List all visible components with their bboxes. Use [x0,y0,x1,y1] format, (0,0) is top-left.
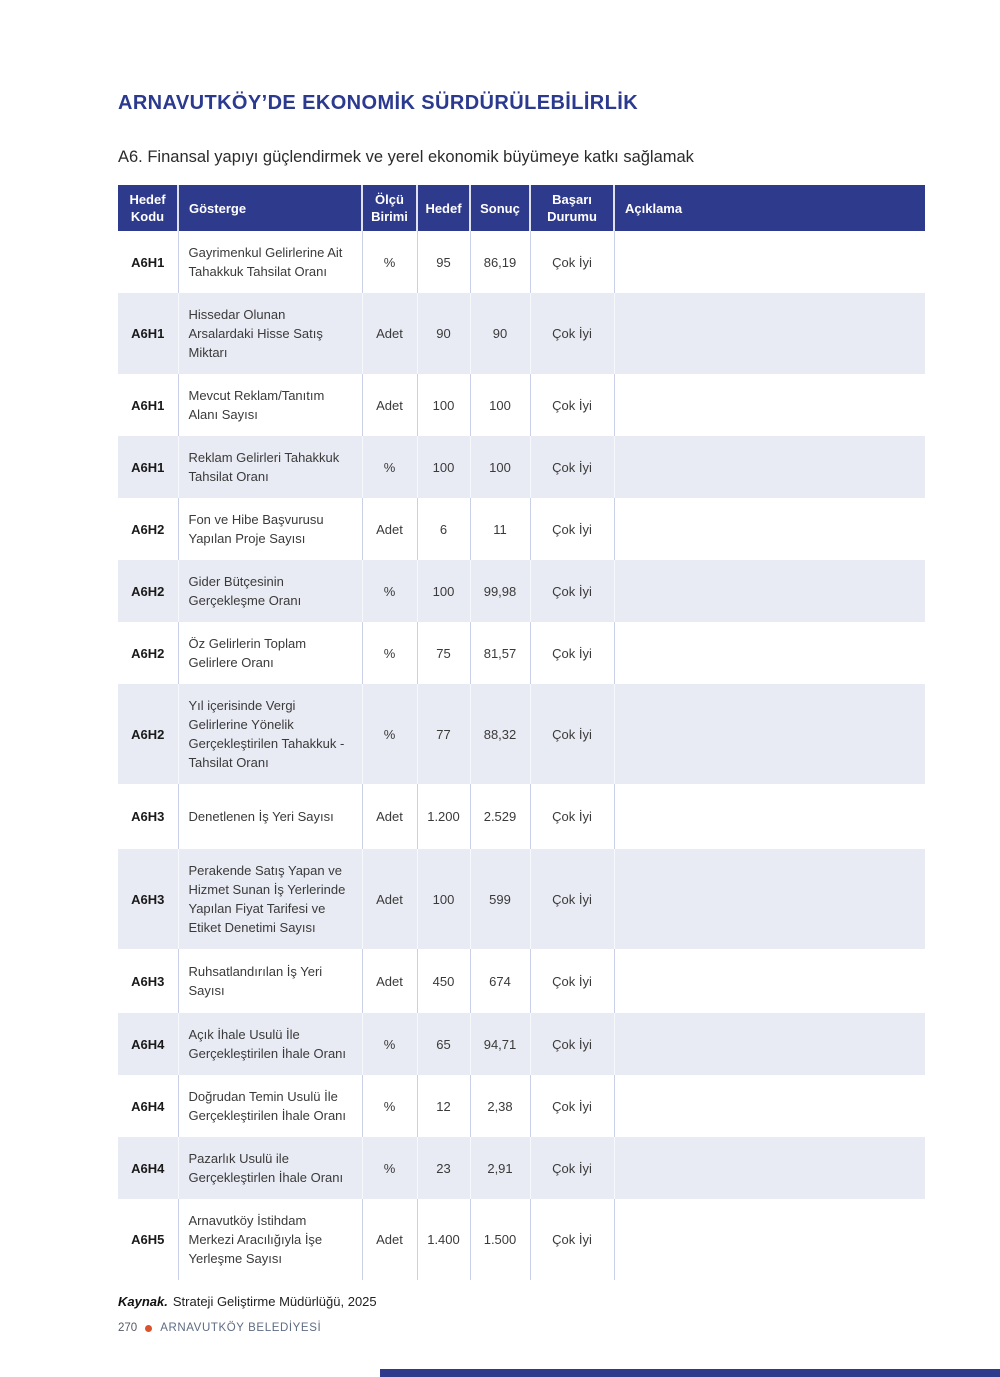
table-row [118,684,925,784]
source-label: Kaynak. [118,1294,168,1309]
cell-code: A6H2 [118,684,178,784]
cell-target: 77 [417,684,470,784]
page-number: 270 [118,1322,138,1334]
cell-result: 88,32 [470,684,530,784]
cell-unit: Adet [362,849,417,949]
table-row [118,849,925,949]
organization-name: ARNAVUTKÖY BELEDİYESİ [160,1322,322,1334]
column-header-code: Hedef Kodu [118,185,178,231]
cell-code: A6H4 [118,1075,178,1137]
source-note [118,1294,925,1309]
table-header-row [118,185,925,231]
cell-status: Çok İyi [530,622,614,684]
cell-code: A6H5 [118,1199,178,1280]
indicator-table [118,185,925,1280]
cell-unit: % [362,1075,417,1137]
cell-target: 1.400 [417,1199,470,1280]
table-row [118,436,925,498]
cell-unit: Adet [362,1199,417,1280]
cell-result: 674 [470,949,530,1013]
table-row [118,498,925,560]
cell-target: 95 [417,231,470,293]
cell-indicator: Perakende Satış Yapan ve Hizmet Sunan İş Yerlerinde Yapılan Fiyat Tarifesi ve Etiket Denetimi Sayısı [178,849,362,949]
table-row [118,784,925,849]
cell-status: Çok İyi [530,1013,614,1075]
cell-result: 100 [470,374,530,436]
cell-unit: % [362,231,417,293]
cell-status: Çok İyi [530,784,614,849]
cell-status: Çok İyi [530,1199,614,1280]
cell-note [614,949,925,1013]
cell-unit: % [362,684,417,784]
cell-code: A6H4 [118,1013,178,1075]
cell-unit: % [362,436,417,498]
cell-result: 86,19 [470,231,530,293]
cell-code: A6H2 [118,622,178,684]
cell-unit: % [362,622,417,684]
cell-target: 100 [417,849,470,949]
cell-indicator: Mevcut Reklam/Tanıtım Alanı Sayısı [178,374,362,436]
cell-target: 100 [417,560,470,622]
cell-code: A6H1 [118,231,178,293]
cell-status: Çok İyi [530,849,614,949]
cell-unit: % [362,1137,417,1199]
cell-result: 11 [470,498,530,560]
cell-note [614,622,925,684]
page-title: ARNAVUTKÖY’DE EKONOMİK SÜRDÜRÜLEBİLİRLİK [118,92,639,114]
cell-indicator: Pazarlık Usulü ile Gerçekleştirlen İhale Oranı [178,1137,362,1199]
cell-indicator: Gider Bütçesinin Gerçekleşme Oranı [178,560,362,622]
cell-status: Çok İyi [530,436,614,498]
cell-unit: % [362,560,417,622]
cell-code: A6H1 [118,436,178,498]
cell-indicator: Hissedar Olunan Arsalardaki Hisse Satış Miktarı [178,293,362,374]
table-row [118,1199,925,1280]
cell-result: 599 [470,849,530,949]
cell-note [614,849,925,949]
column-header-unit: Ölçü Birimi [362,185,417,231]
cell-target: 23 [417,1137,470,1199]
table-row [118,560,925,622]
cell-note [614,231,925,293]
bullet-icon [145,1325,152,1332]
cell-unit: Adet [362,949,417,1013]
cell-target: 6 [417,498,470,560]
cell-target: 65 [417,1013,470,1075]
cell-indicator: Açık İhale Usulü İle Gerçekleştirilen İhale Oranı [178,1013,362,1075]
table-row [118,622,925,684]
cell-note [614,436,925,498]
cell-status: Çok İyi [530,293,614,374]
cell-note [614,1137,925,1199]
cell-result: 2.529 [470,784,530,849]
table-row [118,949,925,1013]
table-row [118,1075,925,1137]
table-row [118,1013,925,1075]
cell-result: 81,57 [470,622,530,684]
cell-target: 100 [417,374,470,436]
cell-result: 100 [470,436,530,498]
cell-status: Çok İyi [530,374,614,436]
source-text: Strateji Geliştirme Müdürlüğü, 2025 [172,1294,377,1309]
cell-note [614,1013,925,1075]
cell-indicator: Yıl içerisinde Vergi Gelirlerine Yönelik Gerçekleştirilen Tahakkuk - Tahsilat Oranı [178,684,362,784]
table-body [118,231,925,1280]
cell-result: 90 [470,293,530,374]
cell-note [614,498,925,560]
cell-unit: % [362,1013,417,1075]
page-content [0,92,1000,1334]
page-footer [118,1322,925,1334]
cell-note [614,374,925,436]
cell-note [614,560,925,622]
cell-note [614,1199,925,1280]
cell-status: Çok İyi [530,949,614,1013]
cell-code: A6H4 [118,1137,178,1199]
cell-target: 75 [417,622,470,684]
column-header-target: Hedef [417,185,470,231]
cell-code: A6H1 [118,293,178,374]
cell-indicator: Doğrudan Temin Usulü İle Gerçekleştirilen İhale Oranı [178,1075,362,1137]
table-row [118,374,925,436]
table-row [118,1137,925,1199]
cell-indicator: Arnavutköy İstihdam Merkezi Aracılığıyla İşe Yerleşme Sayısı [178,1199,362,1280]
cell-status: Çok İyi [530,498,614,560]
table-row [118,231,925,293]
cell-indicator: Ruhsatlandırılan İş Yeri Sayısı [178,949,362,1013]
cell-target: 1.200 [417,784,470,849]
column-header-result: Sonuç [470,185,530,231]
cell-note [614,784,925,849]
cell-indicator: Fon ve Hibe Başvurusu Yapılan Proje Sayısı [178,498,362,560]
cell-status: Çok İyi [530,231,614,293]
cell-status: Çok İyi [530,560,614,622]
cell-result: 99,98 [470,560,530,622]
report-page [0,92,1000,1377]
cell-code: A6H2 [118,498,178,560]
cell-unit: Adet [362,374,417,436]
cell-unit: Adet [362,784,417,849]
cell-note [614,293,925,374]
cell-unit: Adet [362,498,417,560]
column-header-status: Başarı Durumu [530,185,614,231]
cell-result: 2,38 [470,1075,530,1137]
cell-target: 450 [417,949,470,1013]
cell-indicator: Reklam Gelirleri Tahakkuk Tahsilat Oranı [178,436,362,498]
cell-result: 1.500 [470,1199,530,1280]
section-subtitle: A6. Finansal yapıyı güçlendirmek ve yerel ekonomik büyümeye katkı sağlamak [118,148,694,166]
cell-unit: Adet [362,293,417,374]
bottom-band [380,1369,1000,1377]
cell-result: 94,71 [470,1013,530,1075]
column-header-indicator: Gösterge [178,185,362,231]
cell-code: A6H3 [118,784,178,849]
cell-code: A6H1 [118,374,178,436]
cell-indicator: Öz Gelirlerin Toplam Gelirlere Oranı [178,622,362,684]
cell-target: 90 [417,293,470,374]
cell-indicator: Gayrimenkul Gelirlerine Ait Tahakkuk Tahsilat Oranı [178,231,362,293]
cell-indicator: Denetlenen İş Yeri Sayısı [178,784,362,849]
cell-code: A6H3 [118,849,178,949]
cell-target: 12 [417,1075,470,1137]
cell-status: Çok İyi [530,1075,614,1137]
cell-target: 100 [417,436,470,498]
cell-code: A6H3 [118,949,178,1013]
cell-status: Çok İyi [530,1137,614,1199]
cell-note [614,1075,925,1137]
cell-note [614,684,925,784]
column-header-note: Açıklama [614,185,925,231]
cell-code: A6H2 [118,560,178,622]
table-row [118,293,925,374]
cell-status: Çok İyi [530,684,614,784]
cell-result: 2,91 [470,1137,530,1199]
